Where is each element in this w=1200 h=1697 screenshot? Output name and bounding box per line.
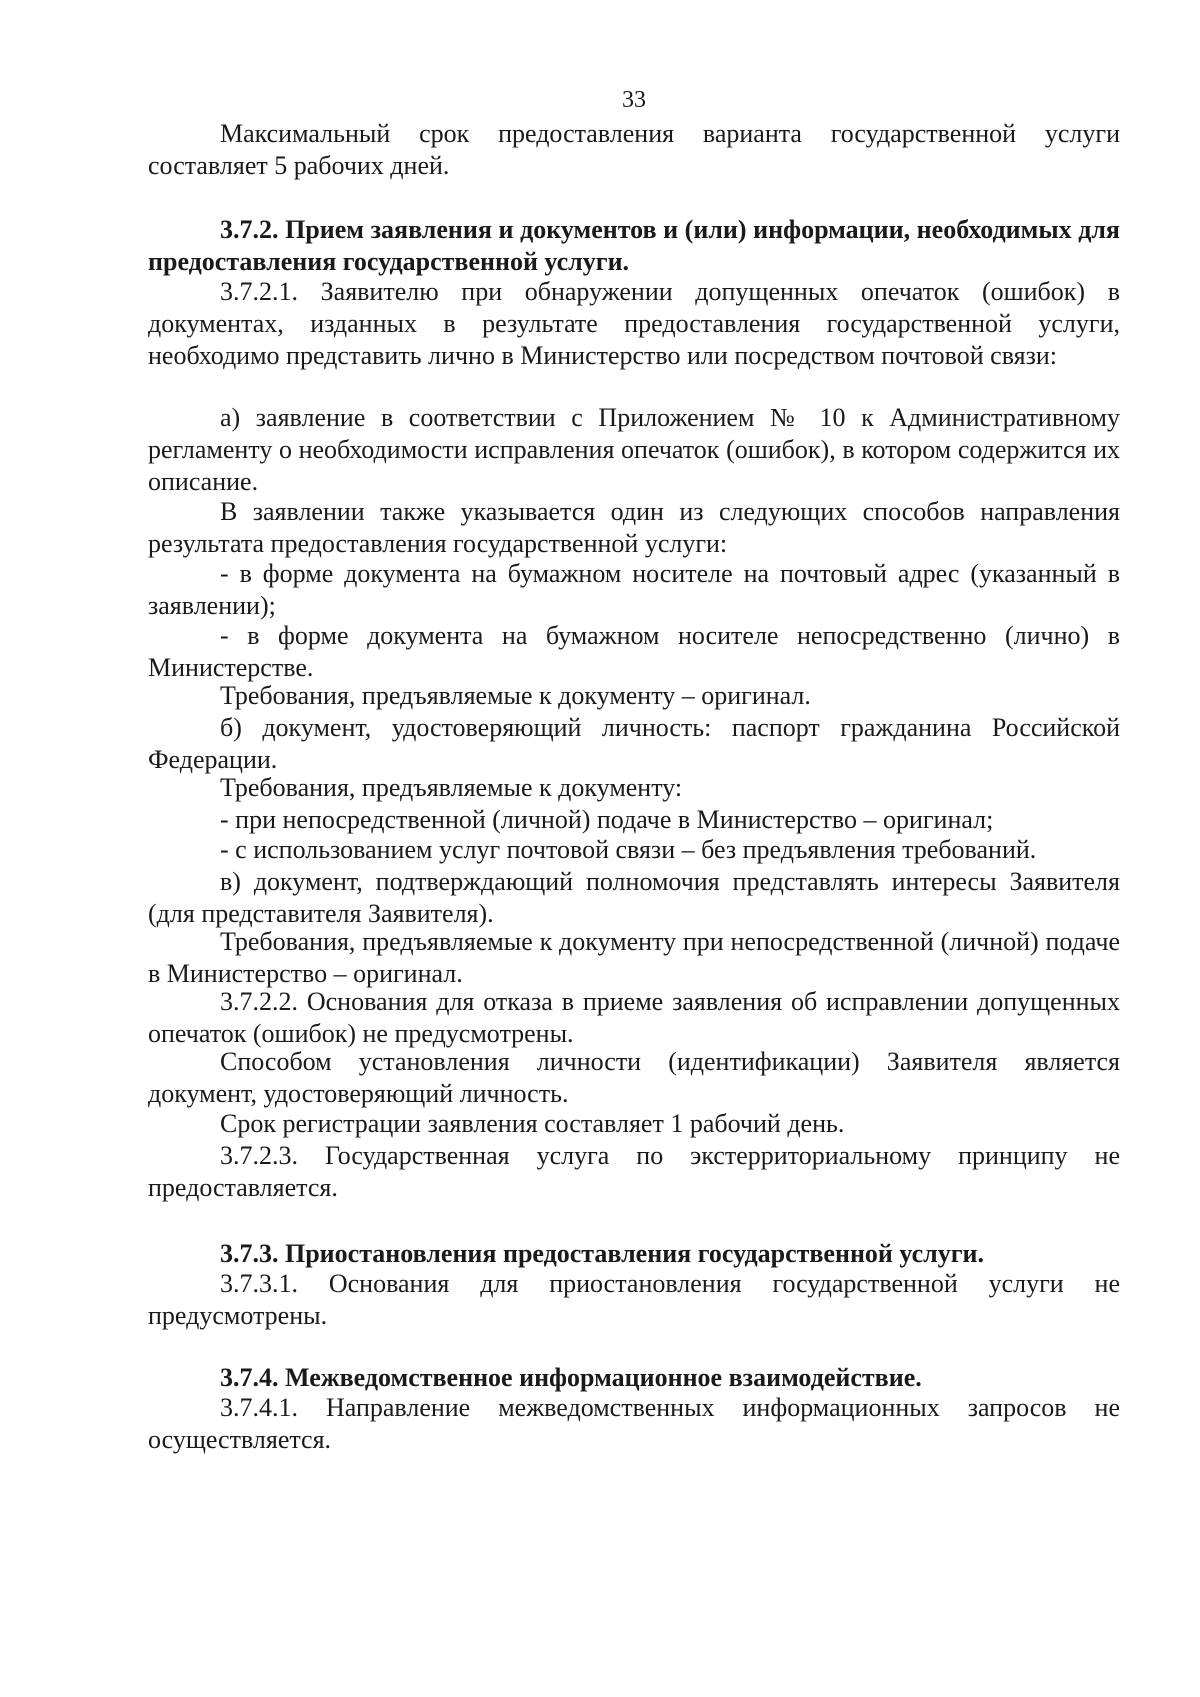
paragraph-item-b: б) документ, удостоверяющий личность: паспорт гражданина Российской Федерации. xyxy=(148,713,1120,774)
paragraph-3-7-2-3: 3.7.2.3. Государственная услуга по экстерриториальному принципу не предоставляется. xyxy=(148,1141,1120,1202)
paragraph-max-term: Максимальный срок предоставления варианта государственной услуги составляет 5 рабочих дней. xyxy=(148,119,1120,180)
heading-3-7-3: 3.7.3. Приостановления предоставления государственной услуги. xyxy=(220,1239,985,1268)
list-item-in-person: - в форме документа на бумажном носителе непосредственно (лично) в Министерстве. xyxy=(148,621,1120,682)
page-number: 33 xyxy=(622,87,646,113)
paragraph-delivery-methods: В заявлении также указывается один из следующих способов направления результата предоставления государственной услуги: xyxy=(148,497,1120,558)
heading-3-7-2: 3.7.2. Прием заявления и документов и (или) информации, необходимых для предоставления государственной услуги. xyxy=(148,215,1120,276)
paragraph-identification: Способом установления личности (идентификации) Заявителя является документ, удостоверяющий личность. xyxy=(148,1047,1120,1108)
paragraph-requirements-representative: Требования, предъявляемые к документу при непосредственной (личной) подаче в Министерство – оригинал. xyxy=(148,927,1120,988)
list-item-in-person-submission: - при непосредственной (личной) подаче в Министерство – оригинал; xyxy=(220,805,994,834)
heading-3-7-4: 3.7.4. Межведомственное информационное взаимодействие. xyxy=(220,1363,922,1392)
paragraph-3-7-2-2: 3.7.2.2. Основания для отказа в приеме заявления об исправлении допущенных опечаток (ошибок) не предусмотрены. xyxy=(148,987,1120,1048)
paragraph-3-7-4-1: 3.7.4.1. Направление межведомственных информационных запросов не осуществляется. xyxy=(148,1393,1120,1454)
paragraph-requirements-original: Требования, предъявляемые к документу – оригинал. xyxy=(220,681,811,710)
paragraph-item-a: а) заявление в соответствии с Приложением № 10 к Административному регламенту о необходимости исправления опечаток (ошибок), в котором содержится их описание. xyxy=(148,403,1120,496)
document-page xyxy=(148,0,1120,1697)
paragraph-registration-term: Срок регистрации заявления составляет 1 рабочий день. xyxy=(220,1109,845,1138)
paragraph-item-v: в) документ, подтверждающий полномочия представлять интересы Заявителя (для представителя Заявителя). xyxy=(148,867,1120,928)
paragraph-3-7-3-1: 3.7.3.1. Основания для приостановления государственной услуги не предусмотрены. xyxy=(148,1269,1120,1330)
list-item-postal-service: - с использованием услуг почтовой связи – без предъявления требований. xyxy=(220,835,1037,864)
list-item-postal-address: - в форме документа на бумажном носителе на почтовый адрес (указанный в заявлении); xyxy=(148,559,1120,620)
paragraph-requirements: Требования, предъявляемые к документу: xyxy=(220,773,683,802)
paragraph-3-7-2-1: 3.7.2.1. Заявителю при обнаружении допущенных опечаток (ошибок) в документах, изданных в результате предоставления государственной услуги, необходимо представить лично в Министерство или посредством почтовой связи: xyxy=(148,277,1120,370)
